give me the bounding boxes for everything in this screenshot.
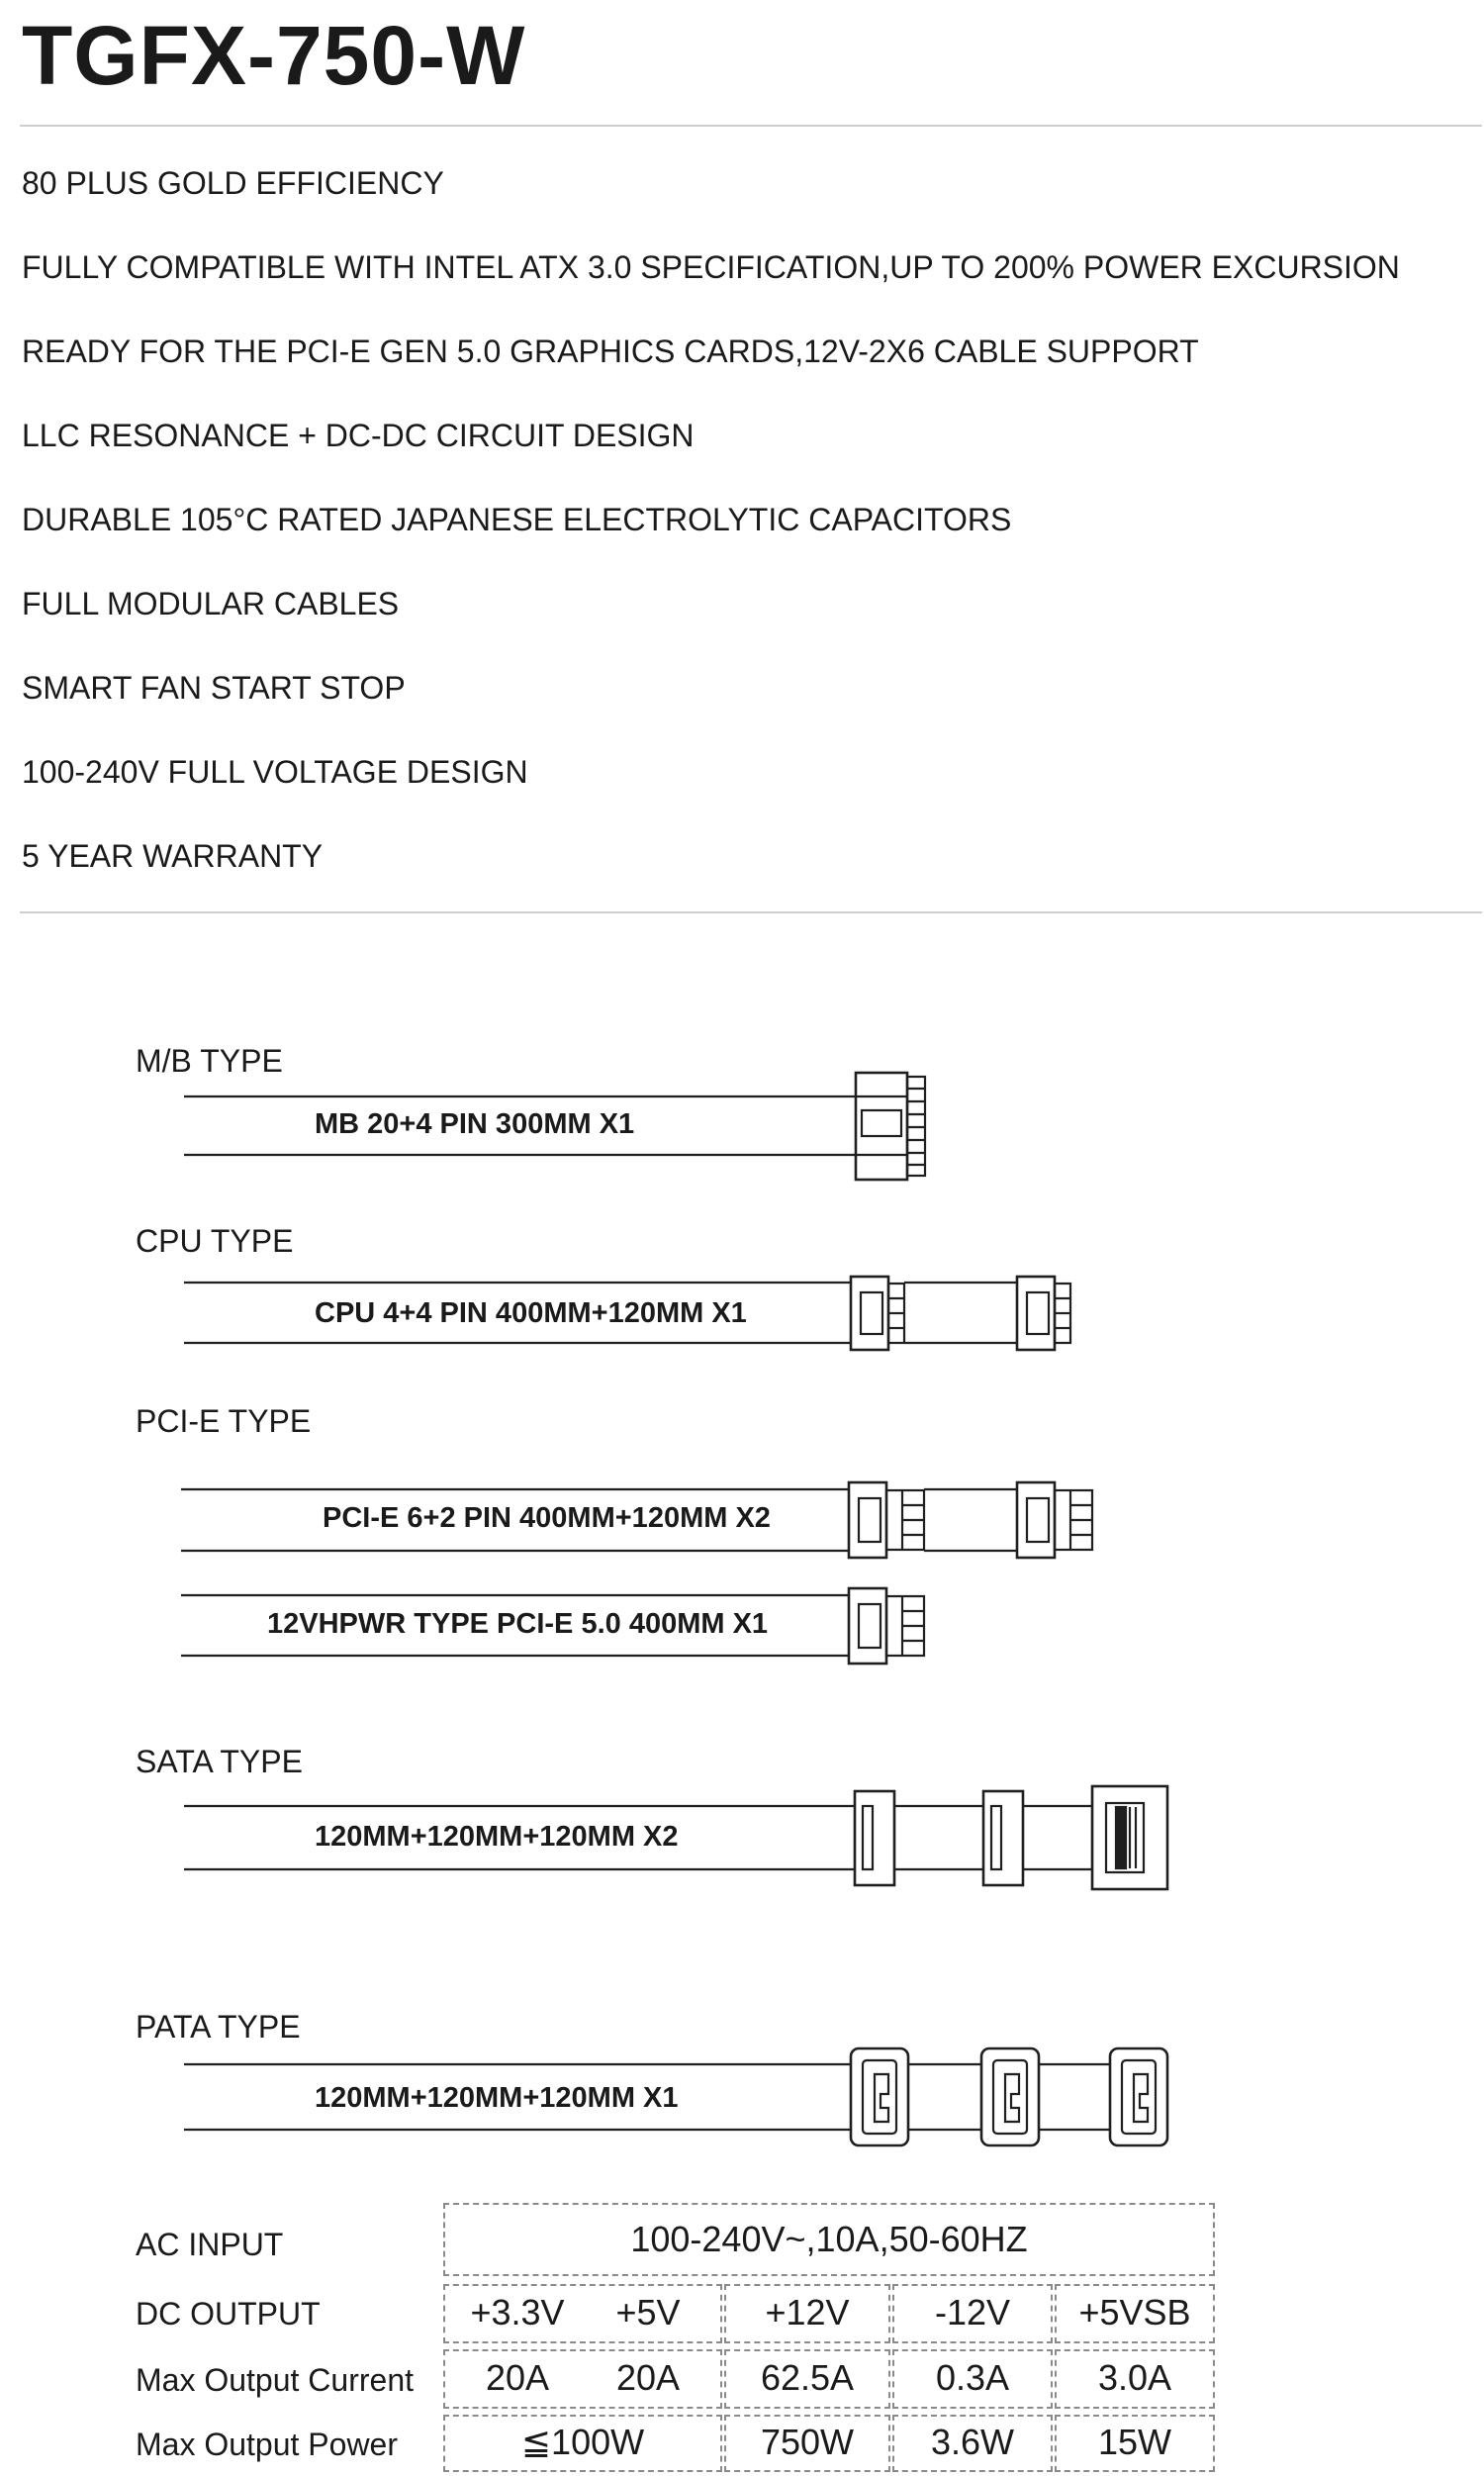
rail-label: +5VSB bbox=[1078, 2292, 1191, 2333]
current-value: 62.5A bbox=[760, 2357, 855, 2398]
ac-input-value: 100-240V~,10A,50-60HZ bbox=[630, 2219, 1028, 2259]
cpu-cable-label: CPU 4+4 PIN 400MM+120MM X1 bbox=[315, 1297, 747, 1329]
current-value: 3.0A bbox=[1097, 2357, 1172, 2398]
rail-label: +12V bbox=[765, 2292, 850, 2333]
feature-item: 100-240V FULL VOLTAGE DESIGN bbox=[22, 754, 528, 790]
feature-item: LLC RESONANCE + DC-DC CIRCUIT DESIGN bbox=[22, 418, 695, 453]
pcie-cable-label: PCI-E 6+2 PIN 400MM+120MM X2 bbox=[323, 1502, 771, 1534]
page-title: TGFX-750-W bbox=[22, 9, 526, 102]
feature-item: SMART FAN START STOP bbox=[22, 670, 406, 706]
sata-type-label: SATA TYPE bbox=[136, 1744, 303, 1779]
power-value: 15W bbox=[1097, 2422, 1172, 2462]
mb-type-label: M/B TYPE bbox=[136, 1043, 283, 1079]
current-value: 0.3A bbox=[935, 2357, 1010, 2398]
power-value: 3.6W bbox=[930, 2422, 1015, 2462]
current-value: 20A bbox=[485, 2357, 550, 2398]
feature-item: 80 PLUS GOLD EFFICIENCY bbox=[22, 165, 444, 201]
pata-type-label: PATA TYPE bbox=[136, 2009, 301, 2045]
feature-item: DURABLE 105°C RATED JAPANESE ELECTROLYTIC CAPACITORS bbox=[22, 502, 1012, 537]
power-value: 750W bbox=[760, 2422, 855, 2462]
pcie-type-label: PCI-E TYPE bbox=[136, 1403, 312, 1439]
cpu-type-label: CPU TYPE bbox=[136, 1223, 294, 1259]
rail-label: +5V bbox=[615, 2292, 681, 2333]
sata-cable-label: 120MM+120MM+120MM X2 bbox=[315, 1821, 679, 1853]
dc-output-label: DC OUTPUT bbox=[136, 2296, 321, 2332]
rail-label: -12V bbox=[934, 2292, 1011, 2333]
ac-input-label: AC INPUT bbox=[136, 2227, 284, 2262]
rail-label: +3.3V bbox=[470, 2292, 565, 2333]
feature-item: READY FOR THE PCI-E GEN 5.0 GRAPHICS CARDS,12V-2X6 CABLE SUPPORT bbox=[22, 333, 1199, 369]
pata-cable-label: 120MM+120MM+120MM X1 bbox=[315, 2082, 679, 2114]
hpwr-cable-label: 12VHPWR TYPE PCI-E 5.0 400MM X1 bbox=[267, 1608, 769, 1640]
power-value: ≦100W bbox=[520, 2422, 645, 2462]
max-power-label: Max Output Power bbox=[136, 2427, 398, 2462]
mb-cable-label: MB 20+4 PIN 300MM X1 bbox=[315, 1108, 635, 1140]
feature-item: FULL MODULAR CABLES bbox=[22, 586, 400, 621]
feature-item: 5 YEAR WARRANTY bbox=[22, 838, 324, 874]
feature-item: FULLY COMPATIBLE WITH INTEL ATX 3.0 SPECIFICATION,UP TO 200% POWER EXCURSION bbox=[22, 249, 1400, 285]
current-value: 20A bbox=[615, 2357, 681, 2398]
max-current-label: Max Output Current bbox=[136, 2362, 414, 2398]
